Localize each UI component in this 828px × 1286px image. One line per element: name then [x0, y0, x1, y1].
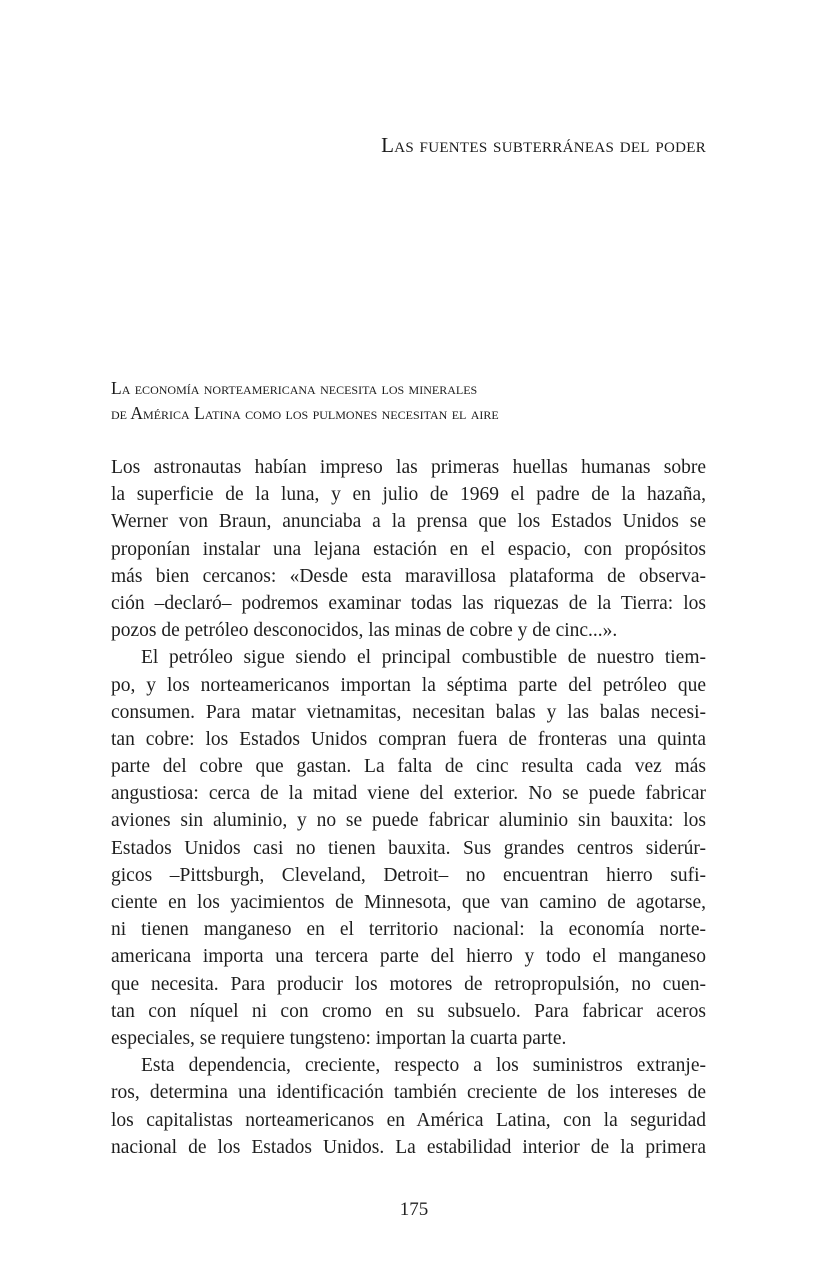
text-line: ros, determina una identificación también creciente de los intereses de [111, 1082, 706, 1104]
text-line: po, y los norteamericanos importan la séptima parte del petróleo que [111, 674, 706, 696]
text-line: ción –declaró– podremos examinar todas las riquezas de la Tierra: los [111, 592, 706, 614]
text-line: angustiosa: cerca de la mitad viene del exterior. No se puede fabricar [111, 783, 706, 805]
text-line: Estados Unidos casi no tienen bauxita. Sus grandes centros siderúr- [111, 837, 706, 859]
text-line: ni tienen manganeso en el territorio nacional: la economía norte- [111, 919, 706, 941]
paragraph [111, 644, 706, 1052]
text-line: pozos de petróleo desconocidos, las minas de cobre y de cinc...». [111, 620, 618, 642]
text-line: la superficie de la luna, y en julio de 1969 el padre de la hazaña, [111, 484, 706, 506]
text-line: Werner von Braun, anunciaba a la prensa que los Estados Unidos se [111, 511, 706, 533]
text-line: parte del cobre que gastan. La falta de cinc resulta cada vez más [111, 756, 706, 778]
text-line: Esta dependencia, creciente, respecto a los suministros extranje- [141, 1055, 706, 1077]
text-line: Los astronautas habían impreso las primeras huellas humanas sobre [111, 457, 706, 478]
text-line: ciente en los yacimientos de Minnesota, que van camino de agotarse, [111, 892, 706, 913]
text-line: tan cobre: los Estados Unidos compran fuera de fronteras una quinta [111, 728, 706, 750]
paragraph [111, 454, 706, 644]
text-line: americana importa una tercera parte del hierro y todo el manganeso [111, 946, 706, 968]
body-text [111, 454, 706, 1161]
text-line: más bien cercanos: «Desde esta maravillosa plataforma de observa- [111, 565, 706, 587]
text-line: los capitalistas norteamericanos en América Latina, con la seguridad [111, 1109, 706, 1131]
text-line: nacional de los Estados Unidos. La estabilidad interior de la primera [111, 1136, 706, 1158]
text-line: proponían instalar una lejana estación en el espacio, con propósitos [111, 538, 706, 560]
text-line: gicos –Pittsburgh, Cleveland, Detroit– no encuentran hierro sufi- [111, 864, 706, 886]
text-line: que necesita. Para producir los motores de retropropulsión, no cuen- [111, 973, 706, 995]
text-line: especiales, se requiere tungsteno: importan la cuarta parte. [111, 1027, 567, 1049]
section-heading [111, 376, 499, 426]
paragraph [111, 1052, 706, 1161]
text-line: tan con níquel ni con cromo en su subsuelo. Para fabricar aceros [111, 1000, 706, 1022]
text-line: El petróleo sigue siendo el principal combustible de nuestro tiem- [141, 647, 706, 669]
running-head-title: Las fuentes subterráneas del poder [381, 133, 706, 157]
section-heading-line: La economía norteamericana necesita los minerales [111, 378, 478, 398]
page-number: 175 [399, 1199, 429, 1220]
text-line: consumen. Para matar vietnamitas, necesitan balas y las balas necesi- [111, 701, 706, 723]
text-line: aviones sin aluminio, y no se puede fabricar aluminio sin bauxita: los [111, 810, 706, 832]
section-heading-line: de América Latina como los pulmones necesitan el aire [111, 403, 499, 423]
